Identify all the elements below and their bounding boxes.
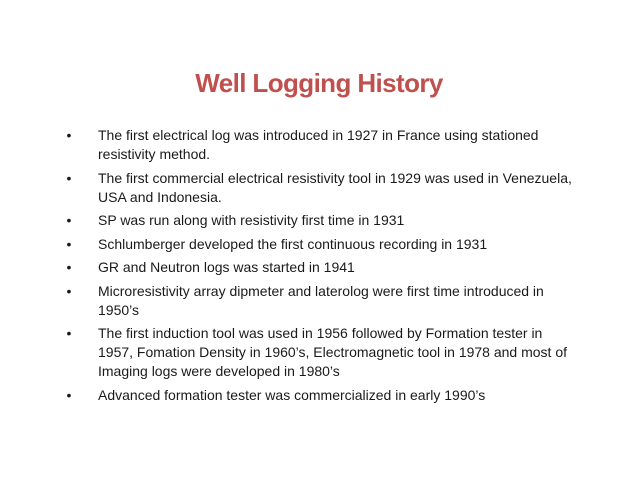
bullet-text: Schlumberger developed the first continuous recording in 1931 [98,235,488,252]
bullet-dot: • [66,235,72,252]
bullet-item [58,258,576,277]
bullet-text: GR and Neutron logs was started in 1941 [98,259,355,275]
bullet-dot: • [66,212,72,228]
bullet-text: The first induction tool was used in 1956 followed by Formation tester in 1957, Fomation Density in 1960’s, Electromagnetic tool in 1978 and most of Imaging logs were developed in 1980’s [98,325,568,379]
bullet-text: SP was run along with resistivity first time in 1931 [98,212,405,228]
bullet-item [58,386,576,405]
bullet-item [58,126,576,164]
bullet-text: Microresistivity array dipmeter and laterolog were first time introduced in 1950’s [98,282,544,318]
bullet-item [58,169,576,207]
bullet-dot: • [66,386,72,403]
bullet-dot: • [66,282,72,299]
bullet-dot: • [66,169,72,186]
bullet-dot: • [66,127,72,143]
bullet-list [58,126,576,409]
bullet-dot: • [66,259,72,275]
bullet-item [58,235,576,254]
bullet-text: Advanced formation tester was commercialized in early 1990’s [98,386,486,403]
bullet-dot: • [66,325,72,341]
bullet-item [58,282,576,320]
bullet-text: The first commercial electrical resistivity tool in 1929 was used in Venezuela, USA and Indonesia. [98,169,572,205]
bullet-item [58,211,576,230]
bullet-text: The first electrical log was introduced in 1927 in France using stationed resistivity method. [98,127,539,162]
slide-title: Well Logging History [195,68,443,98]
bullet-item [58,324,576,381]
